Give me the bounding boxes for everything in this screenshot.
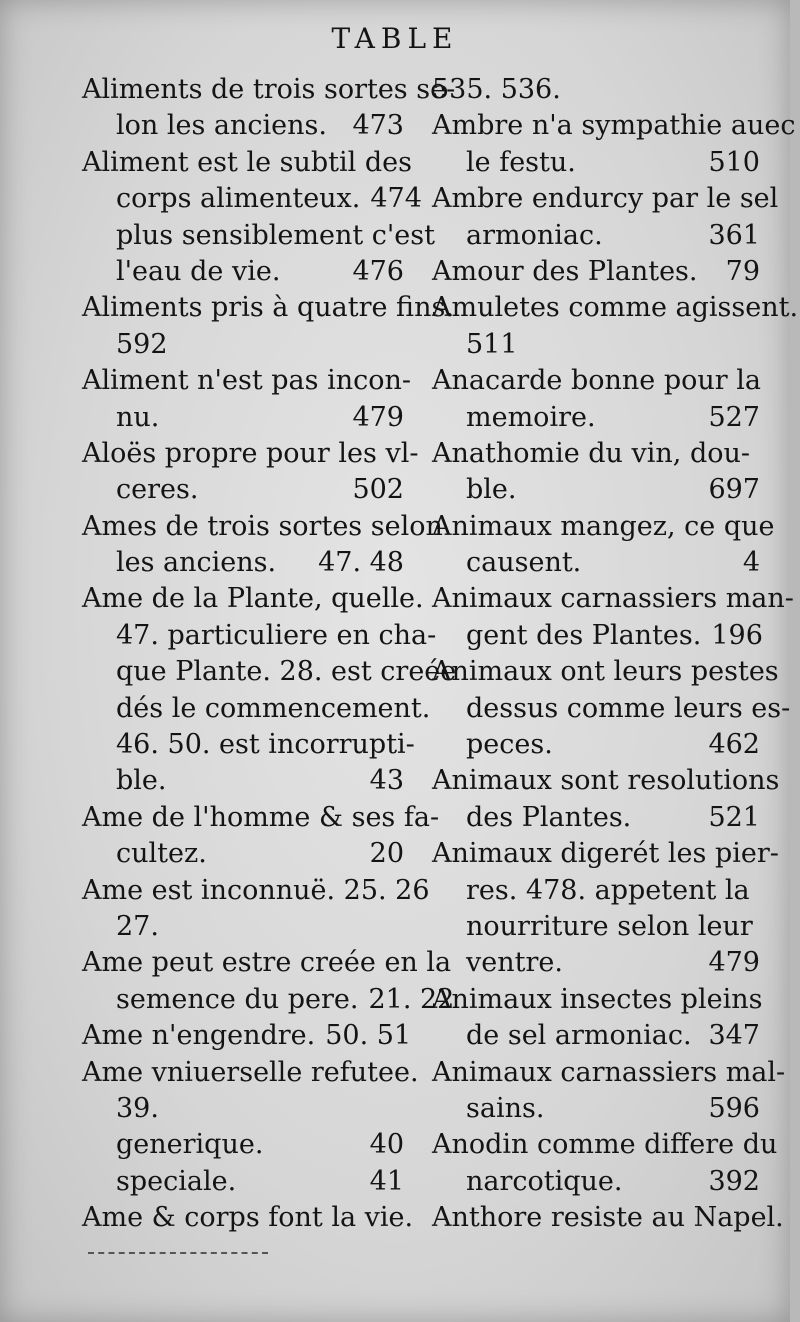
entry-text: 47. particuliere en cha-	[116, 619, 437, 651]
entry-text: ble.	[116, 765, 167, 797]
entry-text: que Plante. 28. est creée	[116, 656, 457, 688]
entry-text: corps alimenteux.	[116, 183, 361, 215]
entry-text: Ames de trois sortes selon	[82, 510, 443, 542]
index-entry-line	[82, 654, 457, 690]
index-entry-line	[432, 800, 760, 836]
index-entry-line	[432, 436, 760, 472]
index-entry-line	[82, 1091, 404, 1127]
page-reference: 476	[352, 255, 404, 287]
page-reference: 521	[708, 801, 760, 833]
index-entry	[432, 581, 794, 654]
page-reference: 40	[369, 1129, 404, 1161]
entry-text: semence du pere.	[116, 983, 359, 1015]
index-entry	[82, 873, 430, 946]
index-column-left	[82, 72, 457, 1237]
index-entry	[82, 145, 435, 291]
entry-text: 592	[116, 328, 168, 360]
index-entry-line	[432, 218, 760, 254]
index-entry	[82, 363, 411, 436]
index-entry-line	[432, 145, 760, 181]
page-reference: 50. 51	[325, 1020, 412, 1052]
index-entry	[432, 1200, 784, 1236]
index-entry-line	[82, 909, 404, 945]
index-entry-line	[432, 1091, 760, 1127]
entry-text: Aliment est le subtil des	[82, 146, 412, 178]
entry-text: Aliments pris à quatre fins.	[82, 292, 454, 324]
entry-text: Aliments de trois sortes se-	[82, 74, 456, 105]
entry-text: Ame vniuerselle refutee.	[82, 1056, 419, 1088]
entry-text: Animaux mangez, ce que	[432, 510, 775, 542]
index-entry-line	[432, 909, 760, 945]
index-entry-line	[82, 691, 431, 727]
index-entry	[432, 72, 760, 108]
entry-text: 511	[466, 328, 518, 360]
entry-text: Animaux insectes pleins	[432, 983, 763, 1015]
entry-text: les anciens.	[116, 547, 277, 579]
entry-text: Animaux sont resolutions	[432, 765, 780, 797]
entry-text: Ame de l'homme & ses fa-	[82, 801, 440, 833]
entry-text: dés le commencement.	[116, 692, 431, 724]
index-entry-line	[432, 581, 794, 617]
page-reference: 527	[708, 401, 760, 433]
entry-text: 46. 50. est incorrupti-	[116, 729, 415, 761]
page-reference: 479	[708, 947, 760, 979]
index-entry-line	[82, 1055, 419, 1091]
index-entry-line	[432, 72, 760, 108]
page-reference: 4	[742, 547, 760, 579]
index-entry-line	[432, 327, 760, 363]
index-entry-line	[82, 181, 422, 217]
entry-text: speciale.	[116, 1165, 237, 1197]
index-entry-line	[82, 618, 437, 654]
entry-text: Anthore resiste au Napel.	[432, 1202, 784, 1234]
entry-text: ventre.	[466, 947, 563, 979]
index-entry	[82, 1200, 414, 1236]
entry-text: peces.	[466, 729, 553, 761]
entry-text: armoniac.	[466, 219, 603, 251]
entry-text: Ame peut estre creée en la	[82, 947, 452, 979]
index-entry-line	[82, 290, 454, 326]
index-entry	[432, 763, 780, 836]
entry-text: 27.	[116, 910, 159, 942]
index-column-right	[432, 72, 799, 1237]
page-reference: 196	[711, 619, 763, 651]
index-entry-line	[432, 836, 779, 872]
page-reference: 510	[708, 146, 760, 178]
index-entry-line	[82, 1018, 412, 1054]
index-entry-line	[82, 1164, 404, 1200]
index-entry	[432, 1127, 778, 1200]
index-entry	[82, 72, 456, 145]
page-reference: 361	[708, 219, 760, 251]
entry-text: ceres.	[116, 474, 199, 506]
index-entry-line	[432, 181, 779, 217]
entry-text: Ambre endurcy par le sel	[432, 183, 779, 215]
index-entry-line	[82, 72, 456, 108]
index-entry-line	[82, 108, 404, 144]
entry-text: des Plantes.	[466, 801, 632, 833]
index-entry	[82, 1055, 419, 1201]
entry-text: Animaux carnassiers mal-	[432, 1056, 786, 1088]
index-entry-line	[432, 1164, 760, 1200]
page-reference: 596	[708, 1092, 760, 1124]
entry-text: Ame & corps font la vie.	[82, 1202, 414, 1234]
index-entry	[432, 1055, 786, 1128]
index-entry-line	[82, 800, 440, 836]
index-entry-line	[432, 400, 760, 436]
entry-text: nourriture selon leur	[466, 910, 753, 942]
index-entry	[432, 290, 799, 363]
index-entry-line	[432, 1127, 778, 1163]
index-entry	[432, 108, 796, 181]
index-entry-line	[432, 545, 760, 581]
index-entry	[432, 254, 760, 290]
index-entry	[82, 800, 440, 873]
index-entry-line	[432, 873, 760, 909]
entry-text: gent des Plantes.	[466, 619, 702, 651]
entry-text: de sel armoniac.	[466, 1020, 692, 1052]
index-entry	[432, 363, 760, 436]
index-entry-line	[432, 290, 799, 326]
index-entry-line	[82, 727, 415, 763]
index-entry-line	[432, 618, 763, 654]
entry-text: Ame est inconnuë. 25. 26	[82, 874, 430, 906]
index-entry-line	[432, 472, 760, 508]
entry-text: Aliment n'est pas incon-	[82, 365, 411, 397]
entry-text: Animaux carnassiers man-	[432, 583, 794, 615]
index-entry-line	[82, 1200, 414, 1236]
entry-text: nu.	[116, 401, 160, 433]
index-entry-line	[432, 1055, 786, 1091]
page-reference: 392	[708, 1165, 760, 1197]
page-reference: 473	[352, 110, 404, 142]
index-entry-line	[82, 545, 404, 581]
index-entry-line	[82, 581, 424, 617]
page-reference: 462	[708, 729, 760, 761]
entry-text: causent.	[466, 547, 582, 579]
index-entry	[82, 290, 454, 363]
page-reference: 79	[725, 255, 760, 287]
index-entry-line	[82, 327, 404, 363]
index-entry-line	[82, 218, 435, 254]
index-entry-line	[432, 727, 760, 763]
entry-text: res. 478. appetent la	[466, 874, 750, 906]
index-entry	[432, 181, 779, 254]
index-entry-line	[82, 254, 404, 290]
entry-text: Amour des Plantes.	[432, 255, 698, 287]
index-entry-line	[432, 654, 779, 690]
index-entry-line	[82, 436, 419, 472]
entry-text: Anodin comme differe du	[432, 1129, 778, 1161]
index-entry-line	[82, 472, 404, 508]
entry-text: 39.	[116, 1092, 159, 1124]
index-entry-line	[82, 1127, 404, 1163]
index-entry-line	[82, 145, 412, 181]
index-entry	[82, 581, 457, 799]
index-entry-line	[432, 763, 780, 799]
entry-text: Amuletes comme agissent.	[432, 292, 799, 324]
page-reference: 21. 22	[368, 983, 455, 1015]
page-reference: 20	[369, 838, 404, 870]
entry-text: Ambre n'a sympathie auec	[432, 110, 796, 142]
entry-text: Ame de la Plante, quelle.	[82, 583, 424, 615]
entry-text: cultez.	[116, 838, 207, 870]
entry-text: Anathomie du vin, dou-	[432, 437, 751, 469]
index-entry-line	[82, 982, 455, 1018]
index-entry-line	[432, 363, 760, 399]
index-entry-line	[432, 982, 763, 1018]
index-entry-line	[432, 1018, 760, 1054]
page-reference: 347	[708, 1020, 760, 1052]
index-entry	[82, 436, 419, 509]
index-entry-line	[432, 691, 791, 727]
index-entry	[82, 945, 455, 1018]
index-entry	[82, 1018, 412, 1054]
entry-text: 535. 536.	[432, 74, 561, 105]
entry-text: Animaux ont leurs pestes	[432, 656, 779, 688]
entry-text: le festu.	[466, 146, 576, 178]
index-entry-line	[82, 363, 411, 399]
index-entry	[432, 654, 791, 763]
page-reference: 43	[369, 765, 404, 797]
entry-text: Ame n'engendre.	[82, 1020, 316, 1052]
index-entry-line	[432, 945, 760, 981]
index-entry-line	[432, 254, 760, 290]
index-entry	[432, 436, 760, 509]
entry-text: memoire.	[466, 401, 596, 433]
index-entry-line	[82, 400, 404, 436]
index-entry-line	[82, 836, 404, 872]
running-head: TABLE	[331, 22, 459, 55]
entry-text: dessus comme leurs es-	[466, 692, 791, 724]
entry-text: lon les anciens.	[116, 110, 327, 142]
entry-text: Aloës propre pour les vl-	[82, 437, 419, 469]
entry-text: Animaux digerét les pier-	[432, 838, 779, 870]
entry-text: Anacarde bonne pour la	[432, 365, 761, 397]
page-reference: 697	[708, 474, 760, 506]
entry-text: sains.	[466, 1092, 545, 1124]
index-entry-line	[432, 108, 796, 144]
page-reference: 41	[369, 1165, 404, 1197]
entry-text: l'eau de vie.	[116, 255, 281, 287]
index-entry	[432, 509, 775, 582]
catchword-rule	[88, 1252, 268, 1254]
index-entry-line	[82, 945, 452, 981]
page-reference: 479	[352, 401, 404, 433]
index-entry-line	[82, 873, 430, 909]
page-reference: 502	[352, 474, 404, 506]
index-entry-line	[432, 509, 775, 545]
index-entry-line	[82, 509, 443, 545]
page-reference: 47. 48	[318, 547, 404, 579]
entry-text: plus sensiblement c'est	[116, 219, 435, 251]
page-reference: 474	[370, 183, 422, 215]
index-entry	[432, 836, 779, 982]
entry-text: ble.	[466, 474, 517, 506]
index-entry	[82, 509, 443, 582]
entry-text: generique.	[116, 1129, 264, 1161]
index-entry-line	[432, 1200, 784, 1236]
index-entry-line	[82, 763, 404, 799]
index-entry	[432, 982, 763, 1055]
entry-text: narcotique.	[466, 1165, 623, 1197]
